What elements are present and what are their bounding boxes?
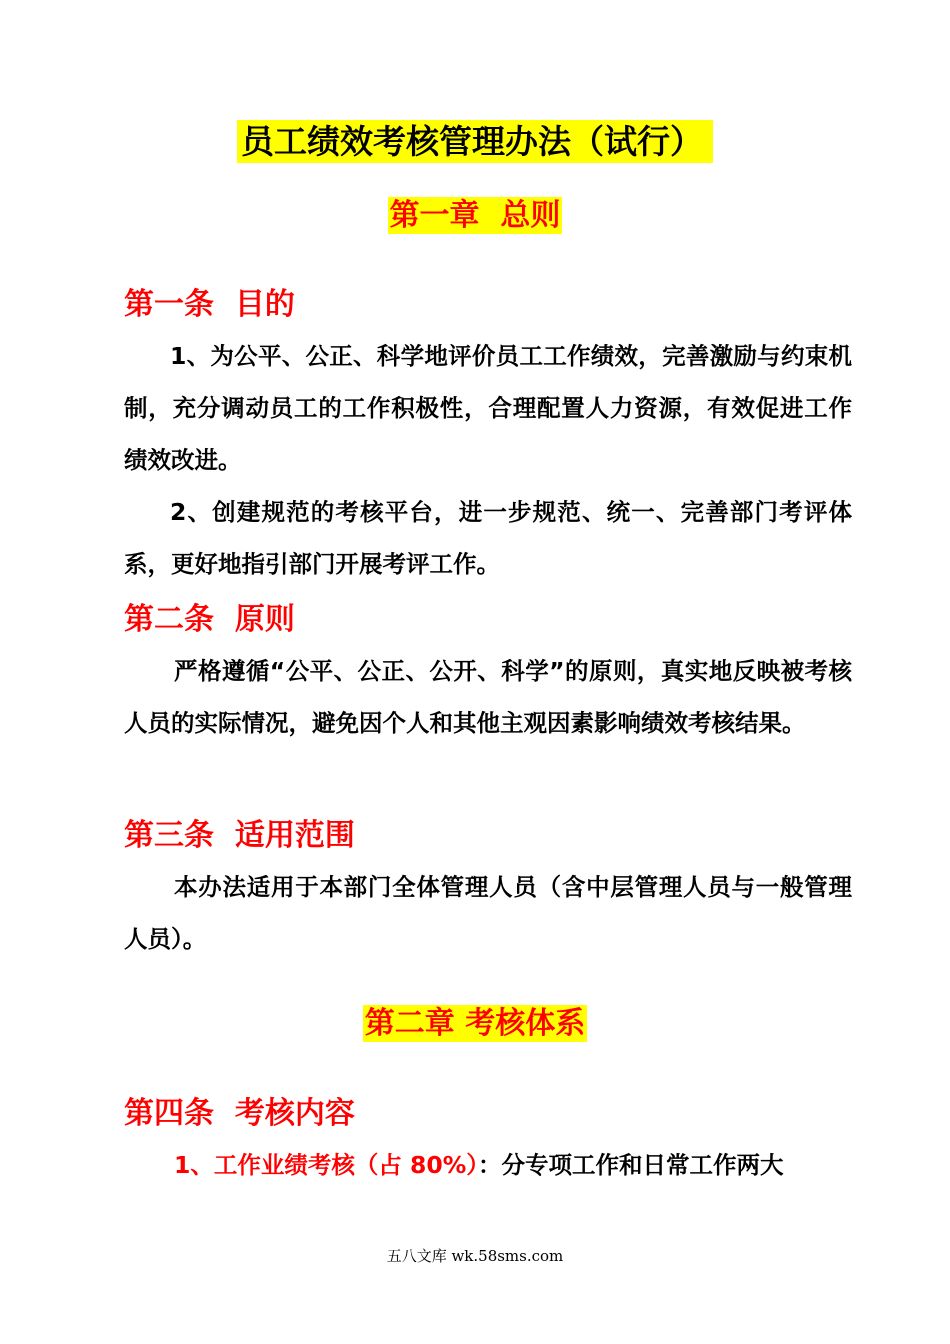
article-2-heading: 第二条 原则 (124, 602, 295, 637)
chapter-2-text: 第二章 考核体系 (364, 1006, 586, 1041)
footer-watermark: 五八文库 wk.58sms.com (386, 1247, 564, 1265)
chapter-2-heading (0, 998, 950, 1042)
article-1-paragraph-2: 2、创建规范的考核平台，进一步规范、统一、完善部门考评体系，更好地指引部门开展考评工作。 (124, 498, 852, 578)
article-4-heading: 第四条 考核内容 (124, 1096, 355, 1131)
document-title-text: 员工绩效考核管理办法（试行） (237, 120, 713, 163)
chapter-1-text: 第一章 总则 (389, 198, 561, 233)
chapter-1-heading (0, 190, 950, 234)
article-2-paragraph: 严格遵循“公平、公正、公开、科学”的原则，真实地反映被考核人员的实际情况，避免因个人和其他主观因素影响绩效考核结果。 (124, 657, 852, 737)
article-4-item-1 (124, 1139, 852, 1191)
article-3-heading: 第三条 适用范围 (124, 818, 355, 853)
article-1-paragraph-1: 1、为公平、公正、科学地评价员工工作绩效，完善激励与约束机制，充分调动员工的工作积极性，合理配置人力资源，有效促进工作绩效改进。 (124, 342, 852, 474)
article-4-item-1-text: ：分专项工作和日常工作两大 (478, 1151, 784, 1179)
article-3-paragraph: 本办法适用于本部门全体管理人员（含中层管理人员与一般管理人员）。 (124, 873, 852, 953)
article-1-heading: 第一条 目的 (124, 287, 295, 322)
article-4-item-1-label: 1、工作业绩考核（占 80%） (174, 1151, 479, 1179)
document-title (0, 116, 950, 163)
